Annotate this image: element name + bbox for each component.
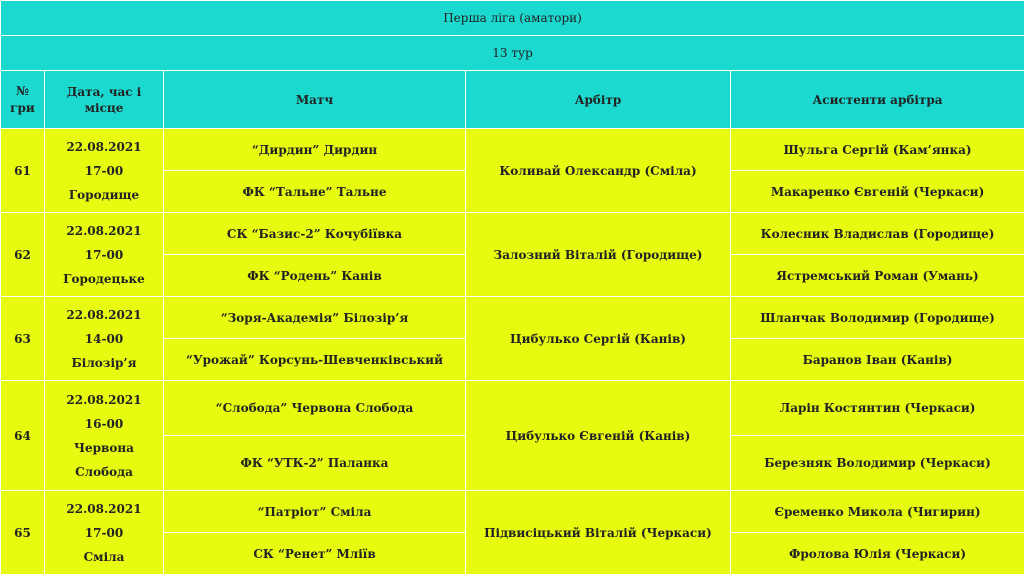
- match-away: ФК “Тальне” Тальне: [164, 171, 466, 213]
- match-home: “Зоря-Академія” Білозір’я: [164, 297, 466, 339]
- game-place: Сміла: [84, 550, 125, 564]
- assistant-referee: Макаренко Євгеній (Черкаси): [731, 171, 1024, 213]
- game-place: Городище: [69, 188, 139, 202]
- match-away: “Урожай” Корсунь-Шевченківський: [164, 339, 466, 381]
- game-number: 63: [1, 297, 45, 381]
- game-date-time-place: [45, 297, 164, 381]
- match-home: СК “Базис-2” Кочубіївка: [164, 213, 466, 255]
- game-place: Городецьке: [63, 272, 145, 286]
- game-time: 14-00: [85, 332, 123, 346]
- match-away: ФК “УТК-2” Паланка: [164, 436, 466, 491]
- game-number: 65: [1, 491, 45, 575]
- game-date: 22.08.2021: [66, 224, 141, 238]
- game-place: Білозір’я: [72, 356, 137, 370]
- game-time: 17-00: [85, 248, 123, 262]
- match-away: СК “Ренет” Мліїв: [164, 533, 466, 575]
- referee: Коливай Олександр (Сміла): [466, 129, 731, 213]
- game-date-time-place: [45, 491, 164, 575]
- assistant-referee: Колесник Владислав (Городище): [731, 213, 1024, 255]
- header-date: Дата, час і місце: [45, 71, 164, 129]
- match-away: ФК “Родень” Канів: [164, 255, 466, 297]
- game-date: 22.08.2021: [66, 308, 141, 322]
- assistant-referee: Шульга Сергій (Кам’янка): [731, 129, 1024, 171]
- game-date-time-place: [45, 129, 164, 213]
- game-date: 22.08.2021: [66, 502, 141, 516]
- league-title: Перша ліга (аматори): [1, 1, 1024, 36]
- match-home: “Слобода” Червона Слобода: [164, 381, 466, 436]
- referee: Цибулько Євгеній (Канів): [466, 381, 731, 491]
- game-date: 22.08.2021: [66, 393, 141, 407]
- game-place: Червона Слобода: [74, 441, 134, 479]
- game-number: 64: [1, 381, 45, 491]
- match-home: “Патріот” Сміла: [164, 491, 466, 533]
- referee: Підвисіцький Віталій (Черкаси): [466, 491, 731, 575]
- assistant-referee: Ларін Костянтин (Черкаси): [731, 381, 1024, 436]
- game-time: 17-00: [85, 526, 123, 540]
- assistant-referee: Єременко Микола (Чигирин): [731, 491, 1024, 533]
- assistant-referee: Березняк Володимир (Черкаси): [731, 436, 1024, 491]
- game-number: 61: [1, 129, 45, 213]
- header-game-number: № гри: [1, 71, 45, 129]
- game-date-time-place: [45, 213, 164, 297]
- header-referee: Арбітр: [466, 71, 731, 129]
- game-time: 17-00: [85, 164, 123, 178]
- referee: Цибулько Сергій (Канів): [466, 297, 731, 381]
- match-home: “Дирдин” Дирдин: [164, 129, 466, 171]
- assistant-referee: Ястремський Роман (Умань): [731, 255, 1024, 297]
- game-date: 22.08.2021: [66, 140, 141, 154]
- assistant-referee: Шланчак Володимир (Городище): [731, 297, 1024, 339]
- round-title: 13 тур: [1, 36, 1024, 71]
- game-time: 16-00: [85, 417, 123, 431]
- assistant-referee: Фролова Юлія (Черкаси): [731, 533, 1024, 575]
- header-match: Матч: [164, 71, 466, 129]
- game-date-time-place: [45, 381, 164, 491]
- game-number: 62: [1, 213, 45, 297]
- referee: Залозний Віталій (Городище): [466, 213, 731, 297]
- header-assistants: Асистенти арбітра: [731, 71, 1024, 129]
- assistant-referee: Баранов Іван (Канів): [731, 339, 1024, 381]
